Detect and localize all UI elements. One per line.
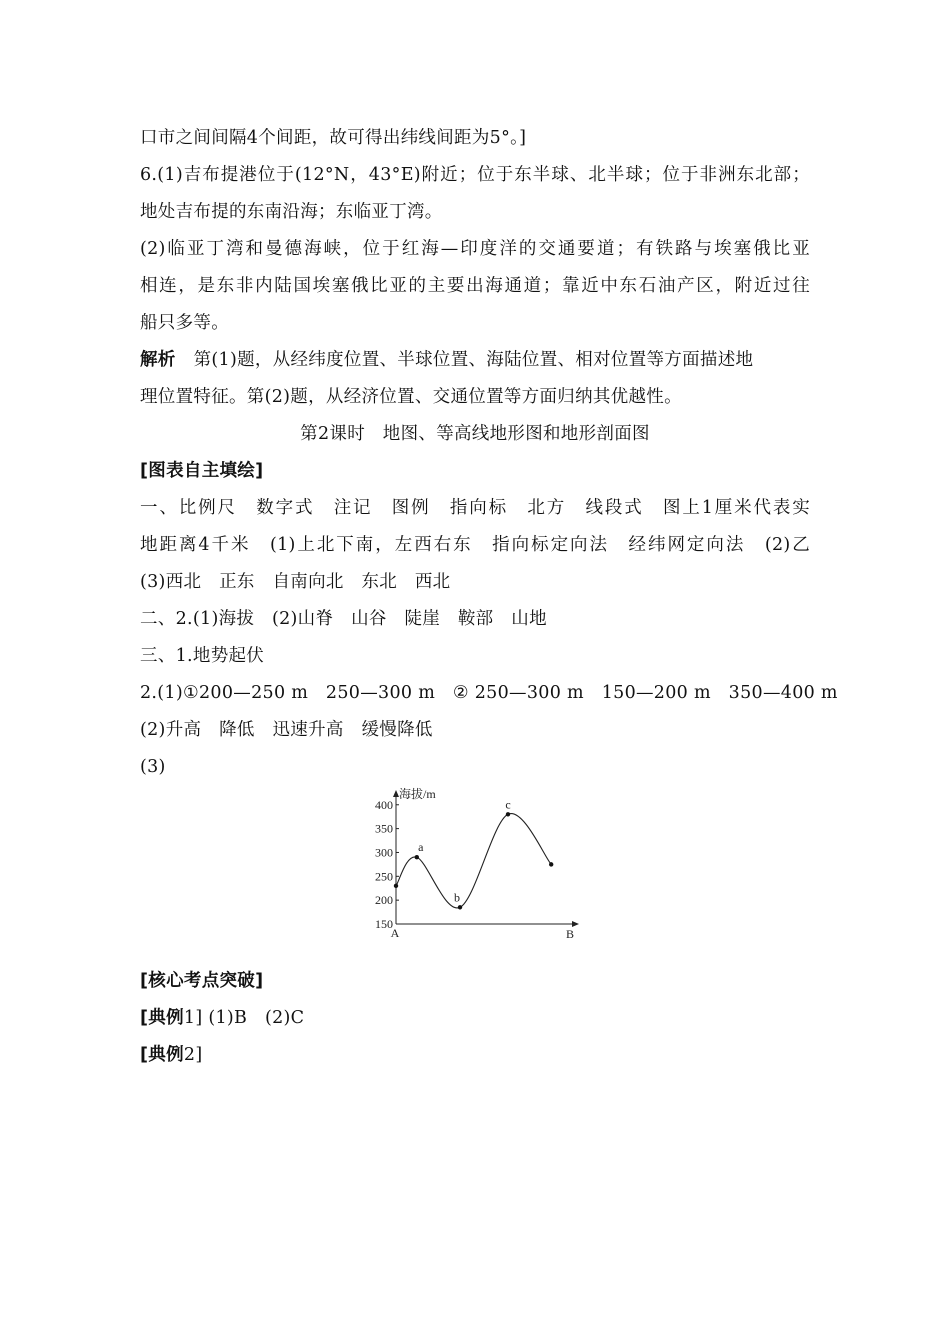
text-line: (2)临亚丁湾和曼德海峡，位于红海—印度洋的交通要道；有铁路与埃塞俄比亚: [140, 239, 810, 259]
profile-point: [458, 905, 462, 909]
example-answer: 2]: [183, 1045, 203, 1065]
point-label-a: a: [418, 840, 424, 855]
lesson-title: 第2课时 地图、等高线地形图和地形剖面图: [300, 424, 650, 444]
x-label-a: A: [390, 926, 400, 940]
y-tick-label: 400: [375, 797, 393, 812]
y-tick-label: 200: [375, 893, 393, 908]
text-line: (2)升高 降低 迅速升高 缓慢降低: [140, 720, 433, 740]
y-tick-label: 350: [375, 821, 393, 836]
text-line: 二、2.(1)海拔 (2)山脊 山谷 陡崖 鞍部 山地: [140, 609, 547, 629]
profile-point: [506, 812, 510, 816]
analysis-line: [140, 342, 810, 379]
text-line: 2.(1)①200—250 m 250—300 m ② 250—300 m 150—200 m 350—400 m: [140, 683, 838, 703]
section-heading: [图表自主填绘]: [140, 461, 264, 481]
example-label: [典例: [140, 1008, 184, 1028]
point-label-c: c: [505, 797, 511, 812]
profile-line: [396, 814, 551, 908]
text-line: 理位置特征。第(2)题，从经济位置、交通位置等方面归纳其优越性。: [140, 387, 682, 407]
document-body: [140, 120, 838, 786]
example-answer: 1] (1)B (2)C: [183, 1008, 305, 1028]
chart-svg: [362, 782, 587, 947]
x-label-b: B: [565, 927, 575, 941]
text-line: 相连，是东非内陆国埃塞俄比亚的主要出海通道；靠近中东石油产区，附近过往: [140, 276, 810, 296]
example-label: [典例: [140, 1045, 184, 1065]
elevation-profile-chart: [362, 782, 587, 947]
example-line: [140, 1037, 810, 1074]
analysis-label: 解析: [140, 350, 176, 370]
example-line: [140, 1000, 810, 1037]
text-line: 口市之间间隔4个间距，故可得出纬线间距为5°。]: [140, 128, 527, 148]
section-heading: [核心考点突破]: [140, 971, 264, 991]
profile-point: [415, 855, 419, 859]
text-line: 船只多等。: [140, 313, 229, 333]
analysis-text: 第(1)题，从经纬度位置、半球位置、海陆位置、相对位置等方面描述地: [193, 350, 754, 370]
text-line: 地处吉布提的东南沿海；东临亚丁湾。: [140, 202, 443, 222]
y-tick-label: 150: [375, 917, 393, 931]
y-tick-label: 300: [375, 845, 393, 860]
text-line: 6.(1)吉布提港位于(12°N，43°E)附近；位于东半球、北半球；位于非洲东北部；: [140, 165, 810, 185]
y-axis-label: 海拔/m: [399, 787, 436, 801]
point-label-b: b: [454, 890, 460, 905]
text-line: 三、1.地势起伏: [140, 646, 265, 666]
text-line: (3): [140, 757, 166, 777]
profile-point: [549, 862, 553, 866]
y-tick-label: 250: [375, 869, 393, 884]
bottom-section: [140, 963, 810, 1074]
text-line: 一、比例尺 数字式 注记 图例 指向标 北方 线段式 图上1厘米代表实: [140, 498, 810, 518]
profile-point: [394, 884, 398, 888]
text-line: 地距离4千米 (1)上北下南，左西右东 指向标定向法 经纬网定向法 (2)乙: [140, 535, 810, 555]
text-line: (3)西北 正东 自南向北 东北 西北: [140, 572, 451, 592]
